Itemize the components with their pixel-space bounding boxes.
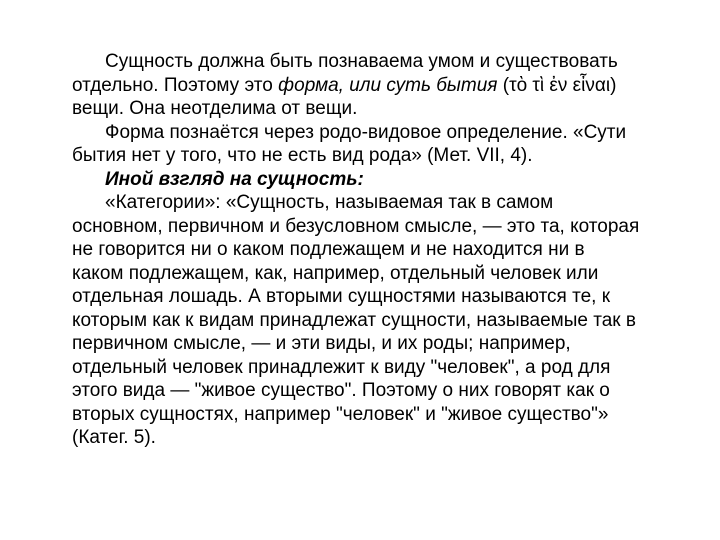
text-line: вещи. Она неотделима от вещи. (72, 98, 358, 119)
text-line: не говорится ни о каком подлежащем и не находится ни в (72, 239, 585, 260)
text-line: основном, первичном и безусловном смысле, — это та, которая (72, 215, 640, 237)
text-line: отдельно. Поэтому это форма, или суть бытия (τὸ τὶ ἐν εἶναι) (72, 74, 617, 96)
text-line: каком подлежащем, как, например, отдельный человек или (72, 262, 599, 284)
text-line: (Катег. 5). (72, 427, 156, 448)
text-line: отдельная лошадь. А вторыми сущностями называются те, к (72, 286, 611, 307)
text-line: которым как к видам принадлежат сущности, называемые так в (72, 309, 636, 331)
text-line: этого вида — "живое существо". Поэтому о них говорят как о (72, 380, 610, 401)
text-line: Форма познаётся через родо-видовое определение. «Сути (105, 121, 627, 143)
italic-term: форма, или суть бытия (278, 74, 498, 96)
text-line: Сущность должна быть познаваема умом и существовать (105, 51, 618, 72)
text-line: отдельный человек принадлежит к виду "человек", а род для (72, 356, 611, 378)
section-heading: Иной взгляд на сущность: (105, 168, 364, 190)
text-body (72, 50, 706, 450)
text-line: первичном смысле, — и эти виды, и их роды; например, (72, 333, 571, 354)
text-line: бытия нет у того, что не есть вид рода» (Мет. VII, 4). (72, 145, 533, 166)
text-line: «Категории»: «Сущность, называемая так в самом (105, 192, 554, 213)
text-line: вторых сущностях, например "человек" и "живое существо"» (72, 403, 609, 425)
